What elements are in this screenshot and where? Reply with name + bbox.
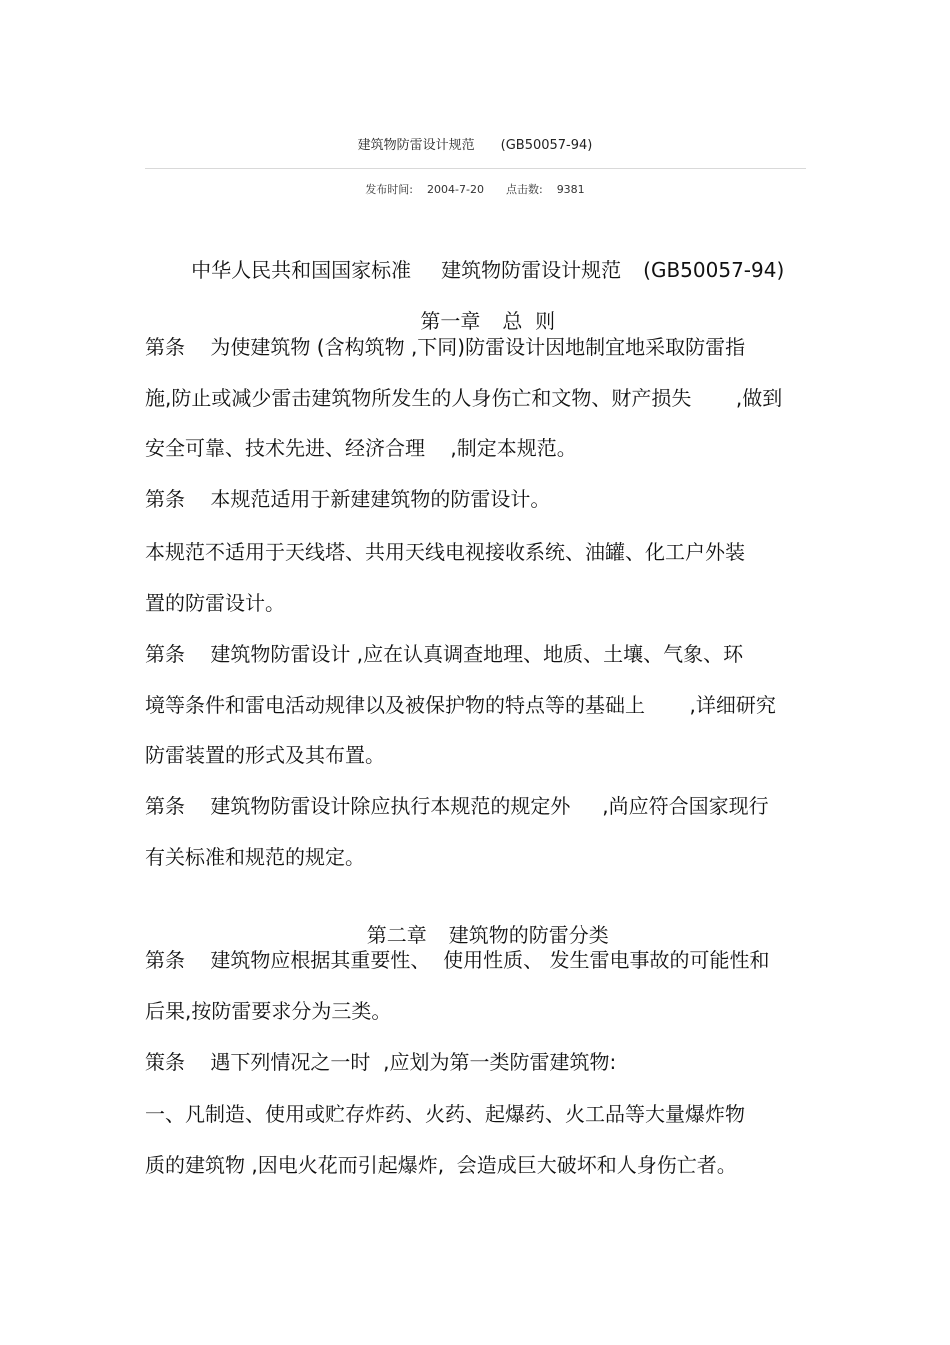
body-line: 第条 建筑物应根据其重要性、 使用性质、 发生雷电事故的可能性和: [145, 948, 770, 972]
body-line: 第条 建筑物防雷设计 ,应在认真调查地理、地质、土壤、气象、环: [145, 642, 744, 666]
body-line: 置的防雷设计。: [145, 591, 285, 615]
body-line: 一、凡制造、使用或贮存炸药、火药、起爆药、火工品等大量爆炸物: [145, 1102, 745, 1126]
body-line: 策条 遇下列情况之一时 ,应划为第一类防雷建筑物:: [145, 1050, 617, 1074]
chapter-2-title: 建筑物的防雷分类: [448, 923, 609, 947]
standard-org: 中华人民共和国国家标准: [191, 258, 412, 282]
body-line: 防雷装置的形式及其布置。: [145, 743, 385, 767]
body-line: 境等条件和雷电活动规律以及被保护物的特点等的基础上 ,详细研究: [145, 693, 776, 717]
hits-label: 点击数:: [505, 183, 543, 196]
body-line: 第条 建筑物防雷设计除应执行本规范的规定外 ,尚应符合国家现行: [145, 794, 769, 818]
body-line: 质的建筑物 ,因电火花而引起爆炸, 会造成巨大破坏和人身伤亡者。: [145, 1153, 737, 1177]
body-line: 本规范不适用于天线塔、共用天线电视接收系统、油罐、化工户外装: [145, 540, 745, 564]
body-line: 有关标准和规范的规定。: [145, 845, 365, 869]
publish-date: 2004-7-20: [427, 183, 484, 196]
standard-name: 建筑物防雷设计规范: [441, 258, 622, 282]
header-title-code: (GB50057-94): [500, 138, 593, 153]
standard-code: (GB50057-94): [643, 258, 785, 282]
publish-meta: [0, 181, 950, 197]
page-header-title: [0, 134, 950, 153]
body-line: 第条 本规范适用于新建建筑物的防雷设计。: [145, 487, 551, 511]
chapter-1-title: 总 则: [502, 309, 556, 333]
chapter-2-number: 第二章: [366, 923, 427, 947]
body-line: 第条 为使建筑物 (含构筑物 ,下同)防雷设计因地制宜地采取防雷指: [145, 335, 746, 359]
hits-count: 9381: [556, 183, 585, 196]
body-line: 安全可靠、技术先进、经济合理 ,制定本规范。: [145, 436, 577, 460]
header-title-text: 建筑物防雷设计规范: [357, 138, 475, 153]
body-line: 后果,按防雷要求分为三类。: [145, 999, 392, 1023]
body-line: 施,防止或减少雷击建筑物所发生的人身伤亡和文物、财产损失 ,做到: [145, 386, 783, 410]
chapter-1-number: 第一章: [420, 309, 481, 333]
publish-date-label: 发布时间:: [365, 183, 414, 196]
header-divider: [145, 168, 806, 169]
